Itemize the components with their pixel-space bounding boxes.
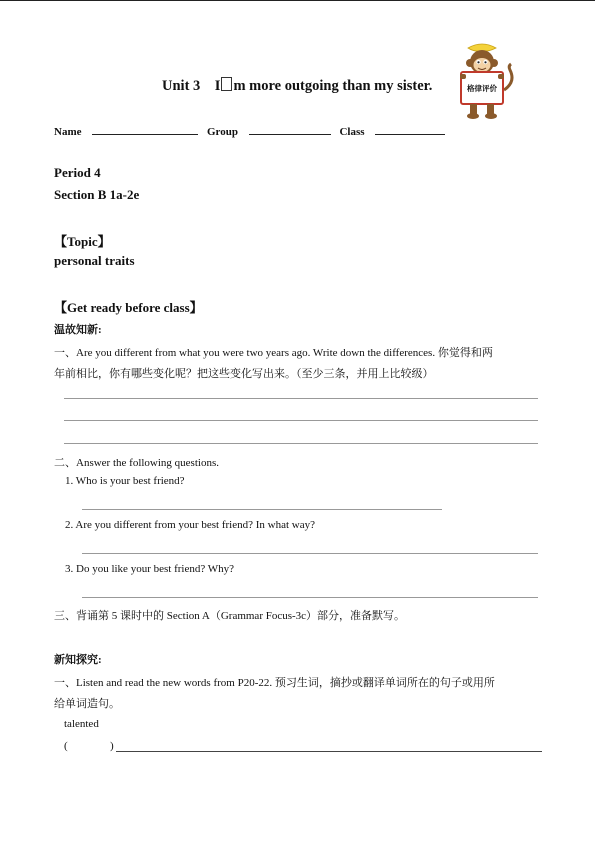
period-label: Period 4: [54, 165, 101, 180]
question-1: 1. Who is your best friend?: [65, 475, 185, 487]
new-words-line2: 给单词造句。: [54, 698, 120, 710]
sentence-answer-line[interactable]: [116, 751, 542, 752]
paren-open: (: [64, 740, 68, 752]
question-2: 2. Are you different from your best friend? In what way?: [65, 519, 315, 531]
info-row: [54, 123, 445, 138]
page-title: [162, 77, 432, 95]
title-box-glyph: [221, 77, 232, 91]
q1-line2: 年前相比，你有哪些变化呢？把这些变化写出来。（至少三条，并用上比较级）: [54, 368, 434, 380]
group-blank[interactable]: [249, 123, 331, 135]
answer-line[interactable]: [82, 553, 538, 554]
review-title: 温故知新:: [54, 324, 102, 336]
new-words-line1: 一、Listen and read the new words from P20-22. 预习生词，摘抄或翻译单词所在的句子或用所: [54, 677, 495, 689]
name-blank[interactable]: [92, 123, 198, 135]
q1-line1: 一、Are you different from what you were two years ago. Write down the differences. 你觉得和两: [54, 347, 493, 359]
name-label: Name: [54, 126, 82, 138]
question-3: 3. Do you like your best friend? Why?: [65, 563, 235, 575]
vocab-word: talented: [64, 718, 99, 730]
answer-line[interactable]: [82, 597, 538, 598]
logo-badge-text: 格律评价: [467, 84, 497, 93]
group-label: Group: [207, 126, 238, 138]
class-label: Class: [339, 126, 365, 138]
section-label: Section B 1a-2e: [54, 187, 140, 202]
answer-line[interactable]: [82, 509, 442, 510]
top-border-line: [0, 0, 595, 1]
class-blank[interactable]: [375, 123, 445, 135]
q3-text: 三、背诵第 5 课时中的 Section A（Grammar Focus-3c）部分，准备默写。: [54, 610, 406, 622]
new-knowledge-title: 新知探究:: [54, 654, 102, 666]
get-ready-heading: 【Get ready before class】: [54, 300, 203, 315]
topic-text: personal traits: [54, 253, 135, 268]
answer-line[interactable]: [64, 420, 538, 421]
unit-label: Unit 3: [162, 78, 201, 94]
answer-line[interactable]: [64, 398, 538, 399]
topic-heading: 【Topic】: [54, 234, 111, 249]
answer-line[interactable]: [64, 443, 538, 444]
title-prefix: I: [214, 78, 221, 94]
paren-close: ): [110, 740, 114, 752]
title-text: m more outgoing than my sister.: [233, 78, 433, 94]
monkey-evaluation-logo: [448, 42, 516, 122]
q2-intro: 二、Answer the following questions.: [54, 457, 219, 469]
